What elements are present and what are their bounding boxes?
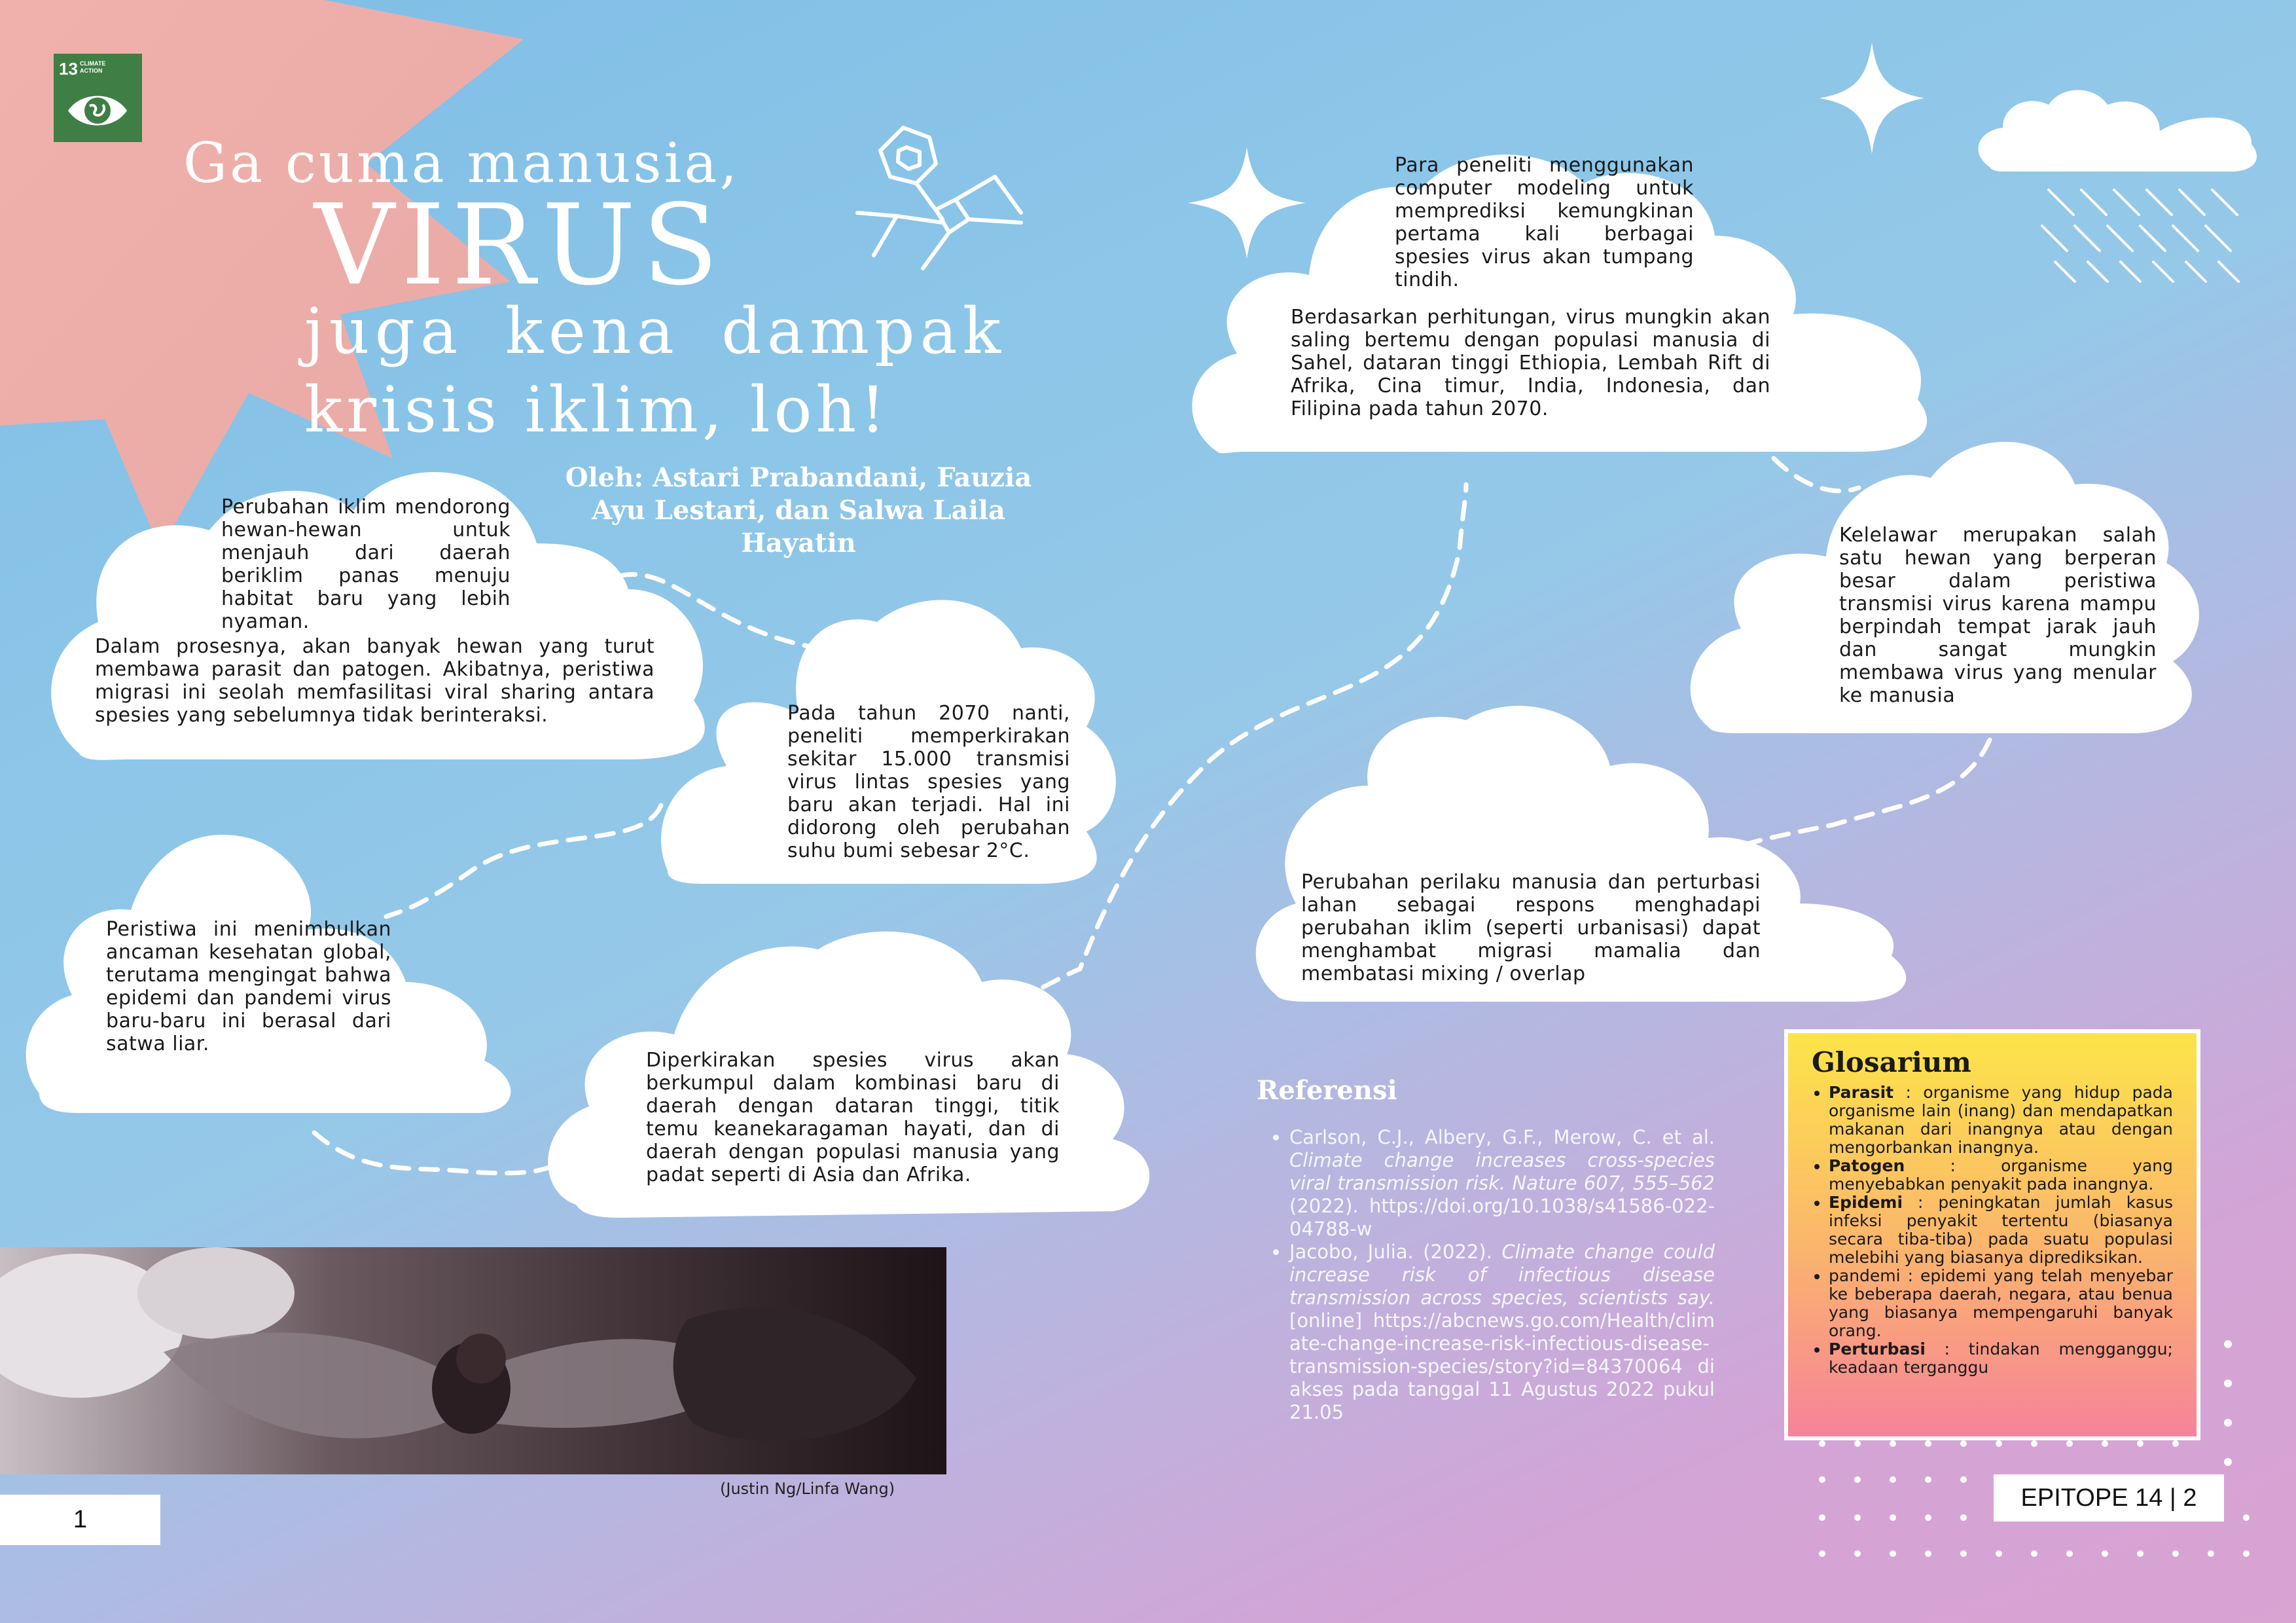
glossary-item [1829,1267,2173,1340]
glossary-term: Patogen [1829,1156,1905,1175]
cloud-1-text-a: Perubahan iklim mendorong hewan-hewan untuk menjauh dari daerah beriklim panas menuju habitat baru yang lebih nyaman. [221,496,511,633]
right-page-number: EPITOPE 14 | 2 [1994,1474,2224,1522]
glossary-term: Epidemi [1829,1193,1903,1212]
cloud-7-text: Perubahan perilaku manusia dan perturbasi lahan sebagai respons menghadapi perubahan iklim (seperti urbanisasi) dapat menghambat migrasi mamalia dan membatasi mixing / overlap [1301,871,1761,985]
glossary-item [1829,1340,2173,1377]
reference-item [1289,1241,1715,1424]
cloud-5-text-a: Para peneliti menggunakan computer modeling untuk memprediksi kemungkinan pertama kali berbagai spesies virus akan tumpang tindih. [1395,154,1694,291]
glossary-definition: : organisme yang menyebabkan penyakit pada inangnya. [1829,1156,2173,1194]
reference-title: Climate change increases cross-species viral transmission risk. Nature 607, 555–562 [1289,1149,1715,1194]
glossary-term: Parasit [1829,1083,1894,1102]
cloud-2-text: Pada tahun 2070 nanti, peneliti memperkirakan sekitar 15.000 transmisi virus lintas spesies yang baru akan terjadi. Hal ini didorong oleh perubahan suhu bumi sebesar 2°C. [787,702,1070,862]
glossary-title: Glosarium [1812,1046,1971,1078]
reference-authors: Carlson, C.J., Albery, G.F., Merow, C. et al. [1289,1126,1715,1148]
glossary-item [1829,1084,2173,1157]
reference-link: [online] https://abcnews.go.com/Health/climate-change-increase-risk-infectious-disease-transmission-species/story?id=84370064 diakses pada tanggal 11 Agustus 2022 pukul 21.05 [1289,1309,1715,1423]
glossary-item [1829,1194,2173,1267]
photo-caption: (Justin Ng/Linfa Wang) [720,1480,895,1498]
sdg-climate-action-badge [54,54,142,142]
title-virus: VIRUS [314,181,725,310]
authors: Oleh: Astari Prabandani, Fauzia Ayu Lestari, dan Salwa Laila Hayatin [565,462,1032,558]
glossary-definition: pandemi : epidemi yang telah menyebar ke beberapa daerah, negara, atau benua yang biasanya mempengaruhi banyak orang. [1829,1266,2173,1340]
sparkle-icon [1188,147,1306,259]
title-line-1: Ga cuma manusia, [183,131,740,195]
glossary-list [1812,1084,2173,1377]
glossary-definition: : peningkatan jumlah kasus infeksi penyakit tertentu (biasanya secara tiba-tiba) pada suatu populasi melebihi yang biasanya diprediksikan. [1829,1193,2173,1267]
bat-photo [0,1247,946,1474]
cloud-3-text: Peristiwa ini menimbulkan ancaman kesehatan global, terutama mengingat bahwa epidemi dan pandemi virus baru-baru ini berasal dari satwa liar. [106,918,391,1055]
title-line-4: krisis iklim, loh! [304,373,889,447]
cloud-4-text: Diperkirakan spesies virus akan berkumpul dalam kombinasi baru di daerah dengan dataran tinggi, titik temu keanekaragaman hayati, dan di daerah dengan populasi manusia yang padat seperti di Asia dan Afrika. [646,1049,1060,1186]
left-page-number: 1 [0,1495,160,1545]
reference-link: (2022). https://doi.org/10.1038/s41586-022-04788-w [1289,1195,1715,1240]
cloud-5-text-b: Berdasarkan perhitungan, virus mungkin akan saling bertemu dengan populasi manusia di Sahel, dataran tinggi Ethiopia, Lembah Rift di Afrika, Cina timur, India, Indonesia, dan Filipina pada tahun 2070. [1291,306,1770,420]
badge-number: 13 [59,59,78,79]
glossary-definition: : tindakan mengganggu; keadaan terganggu [1829,1340,2173,1377]
cloud-6-text: Kelelawar merupakan salah satu hewan yang berperan besar dalam peristiwa transmisi virus karena mampu berpindah tempat jarak jauh dan sangat mungkin membawa virus yang menular ke manusia [1839,524,2157,707]
reference-title: Climate change could increase risk of infectious disease transmission across species, scientists say. [1289,1241,1715,1309]
reference-authors: Jacobo, Julia. (2022). [1289,1241,1502,1263]
glossary-definition: : organisme yang hidup pada organisme lain (inang) dan mendapatkan makanan dari inangnya atau dengan mengorbankan inangnya. [1829,1083,2173,1157]
cloud-1-text-b: Dalam prosesnya, akan banyak hewan yang turut membawa parasit dan patogen. Akibatnya, peristiwa migrasi ini seolah memfasilitasi viral sharing antara spesies yang sebelumnya tidak berinteraksi. [95,635,655,727]
title-line-3: juga kena dampak [304,295,1006,368]
rain-lines [2042,190,2238,282]
eye-globe-icon [65,88,130,134]
glossary-item [1829,1157,2173,1194]
references-title: Referensi [1257,1075,1397,1106]
virus-line-icon [857,128,1021,268]
references-list [1270,1126,1715,1424]
cloud-small-topright [1979,90,2257,172]
sparkle-icon [1820,43,1924,154]
reference-item [1289,1126,1715,1241]
glossary-term: Perturbasi [1829,1340,1926,1359]
glossary-box [1784,1029,2200,1440]
badge-label: CLIMATE ACTION [80,60,106,74]
